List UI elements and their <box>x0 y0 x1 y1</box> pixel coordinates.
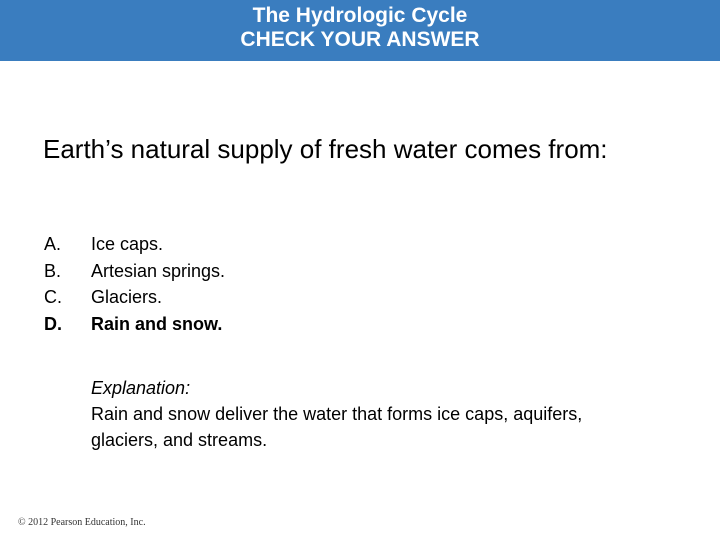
question-text: Earth’s natural supply of fresh water comes from: <box>43 134 608 164</box>
choice-d-correct <box>44 311 225 338</box>
choice-text: Glaciers. <box>91 287 163 307</box>
explanation-text: Rain and snow deliver the water that forms ice caps, aquifers, glaciers, and streams. <box>91 404 583 450</box>
slide-title: The Hydrologic Cycle <box>252 4 468 27</box>
choice-b <box>44 258 225 285</box>
choice-letter: A. <box>44 234 62 254</box>
choice-text: Artesian springs. <box>91 260 226 281</box>
title-bar <box>0 0 720 61</box>
choice-c <box>44 284 225 311</box>
choice-a <box>44 231 225 258</box>
explanation-label: Explanation: <box>91 378 191 398</box>
choice-letter: B. <box>44 260 62 281</box>
explanation-block <box>91 375 691 453</box>
slide-subtitle: CHECK YOUR ANSWER <box>240 28 480 51</box>
choice-letter: D. <box>44 313 62 334</box>
answer-choices <box>44 231 225 337</box>
choice-text: Rain and snow. <box>91 313 223 334</box>
copyright-notice: © 2012 Pearson Education, Inc. <box>18 517 146 528</box>
choice-text: Ice caps. <box>91 234 164 254</box>
choice-letter: C. <box>44 287 62 307</box>
